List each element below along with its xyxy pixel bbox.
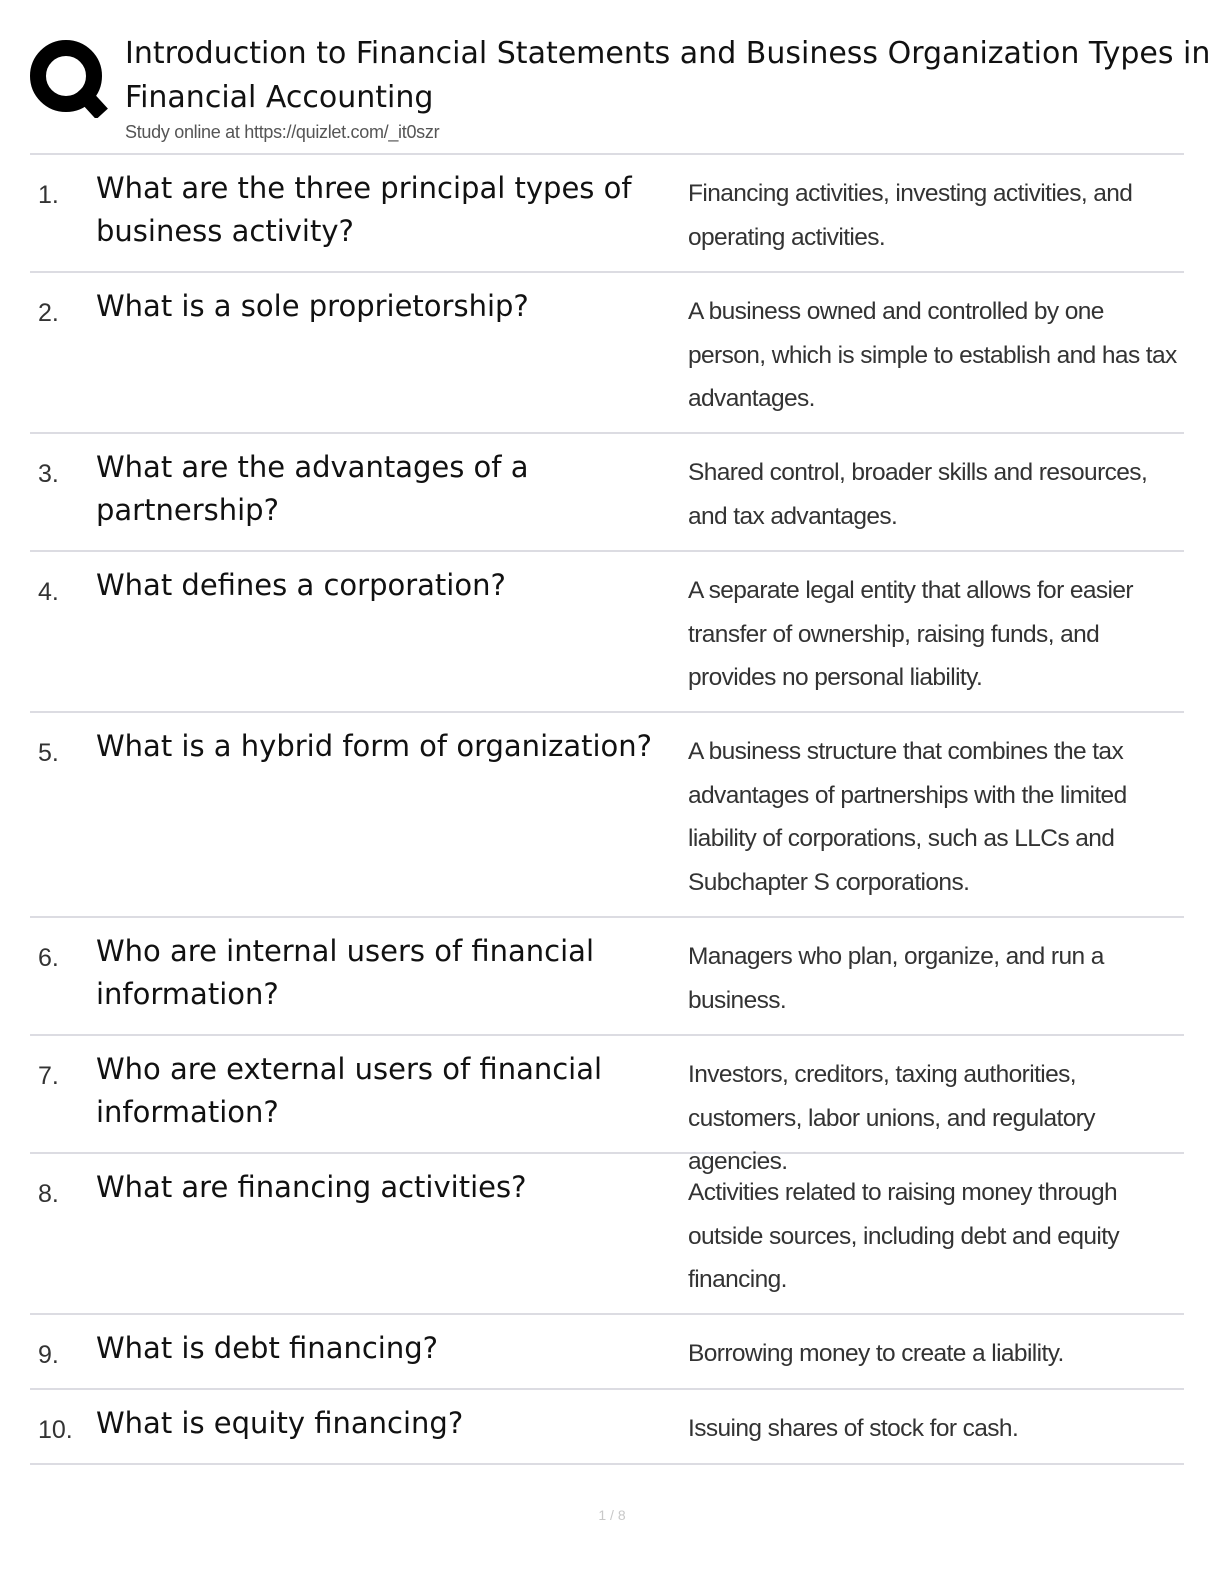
page-number: 1 / 8	[598, 1507, 626, 1523]
card-row	[30, 1390, 1184, 1465]
page-header	[30, 30, 1210, 150]
card-number: 4.	[38, 578, 59, 606]
card-number: 6.	[38, 944, 59, 972]
card-term: Who are external users of financial information?	[96, 1052, 603, 1129]
card-row	[30, 273, 1184, 434]
card-number: 7.	[38, 1062, 59, 1090]
card-term: What are financing activities?	[96, 1170, 527, 1204]
card-row	[30, 434, 1184, 552]
card-list	[30, 153, 1184, 1465]
card-number: 10.	[38, 1416, 73, 1444]
card-number: 8.	[38, 1180, 59, 1208]
card-row	[30, 1315, 1184, 1390]
card-definition: A business owned and controlled by one person, which is simple to establish and has tax advantages.	[688, 298, 1177, 412]
card-term: What are the advantages of a partnership?	[96, 450, 529, 527]
card-definition: Issuing shares of stock for cash.	[688, 1415, 1019, 1442]
card-definition: A separate legal entity that allows for easier transfer of ownership, raising funds, and provides no personal liability.	[688, 577, 1133, 691]
card-row	[30, 552, 1184, 713]
card-number: 1.	[38, 181, 59, 209]
quizlet-logo-icon	[30, 38, 110, 118]
card-term: Who are internal users of financial information?	[96, 934, 594, 1011]
card-number: 2.	[38, 299, 59, 327]
card-term: What is a sole proprietorship?	[96, 289, 529, 323]
card-definition: A business structure that combines the tax advantages of partnerships with the limited liability of corporations, such as LLCs and Subchapter S corporations.	[688, 738, 1127, 896]
card-number: 3.	[38, 460, 59, 488]
card-term: What is debt financing?	[96, 1331, 439, 1365]
card-definition: Shared control, broader skills and resources, and tax advantages.	[688, 459, 1148, 530]
card-row	[30, 918, 1184, 1036]
card-number: 9.	[38, 1341, 59, 1369]
card-row	[30, 713, 1184, 918]
study-link[interactable]: Study online at https://quizlet.com/_it0szr	[125, 122, 440, 142]
card-definition: Financing activities, investing activities, and operating activities.	[688, 180, 1133, 251]
card-term: What is a hybrid form of organization?	[96, 729, 653, 763]
card-definition: Activities related to raising money through outside sources, including debt and equity financing.	[688, 1179, 1120, 1293]
card-definition: Managers who plan, organize, and run a business.	[688, 943, 1104, 1014]
card-term: What is equity financing?	[96, 1406, 464, 1440]
card-term: What are the three principal types of business activity?	[96, 171, 632, 248]
card-row	[30, 1154, 1184, 1315]
card-number: 5.	[38, 739, 59, 767]
page-title: Introduction to Financial Statements and Business Organization Types in Financial Accounting	[125, 36, 1211, 115]
card-row	[30, 1036, 1184, 1175]
card-definition: Investors, creditors, taxing authorities, customers, labor unions, and regulatory agencies.	[688, 1061, 1095, 1175]
card-row	[30, 155, 1184, 273]
card-term: What defines a corporation?	[96, 568, 506, 602]
card-definition: Borrowing money to create a liability.	[688, 1340, 1064, 1367]
